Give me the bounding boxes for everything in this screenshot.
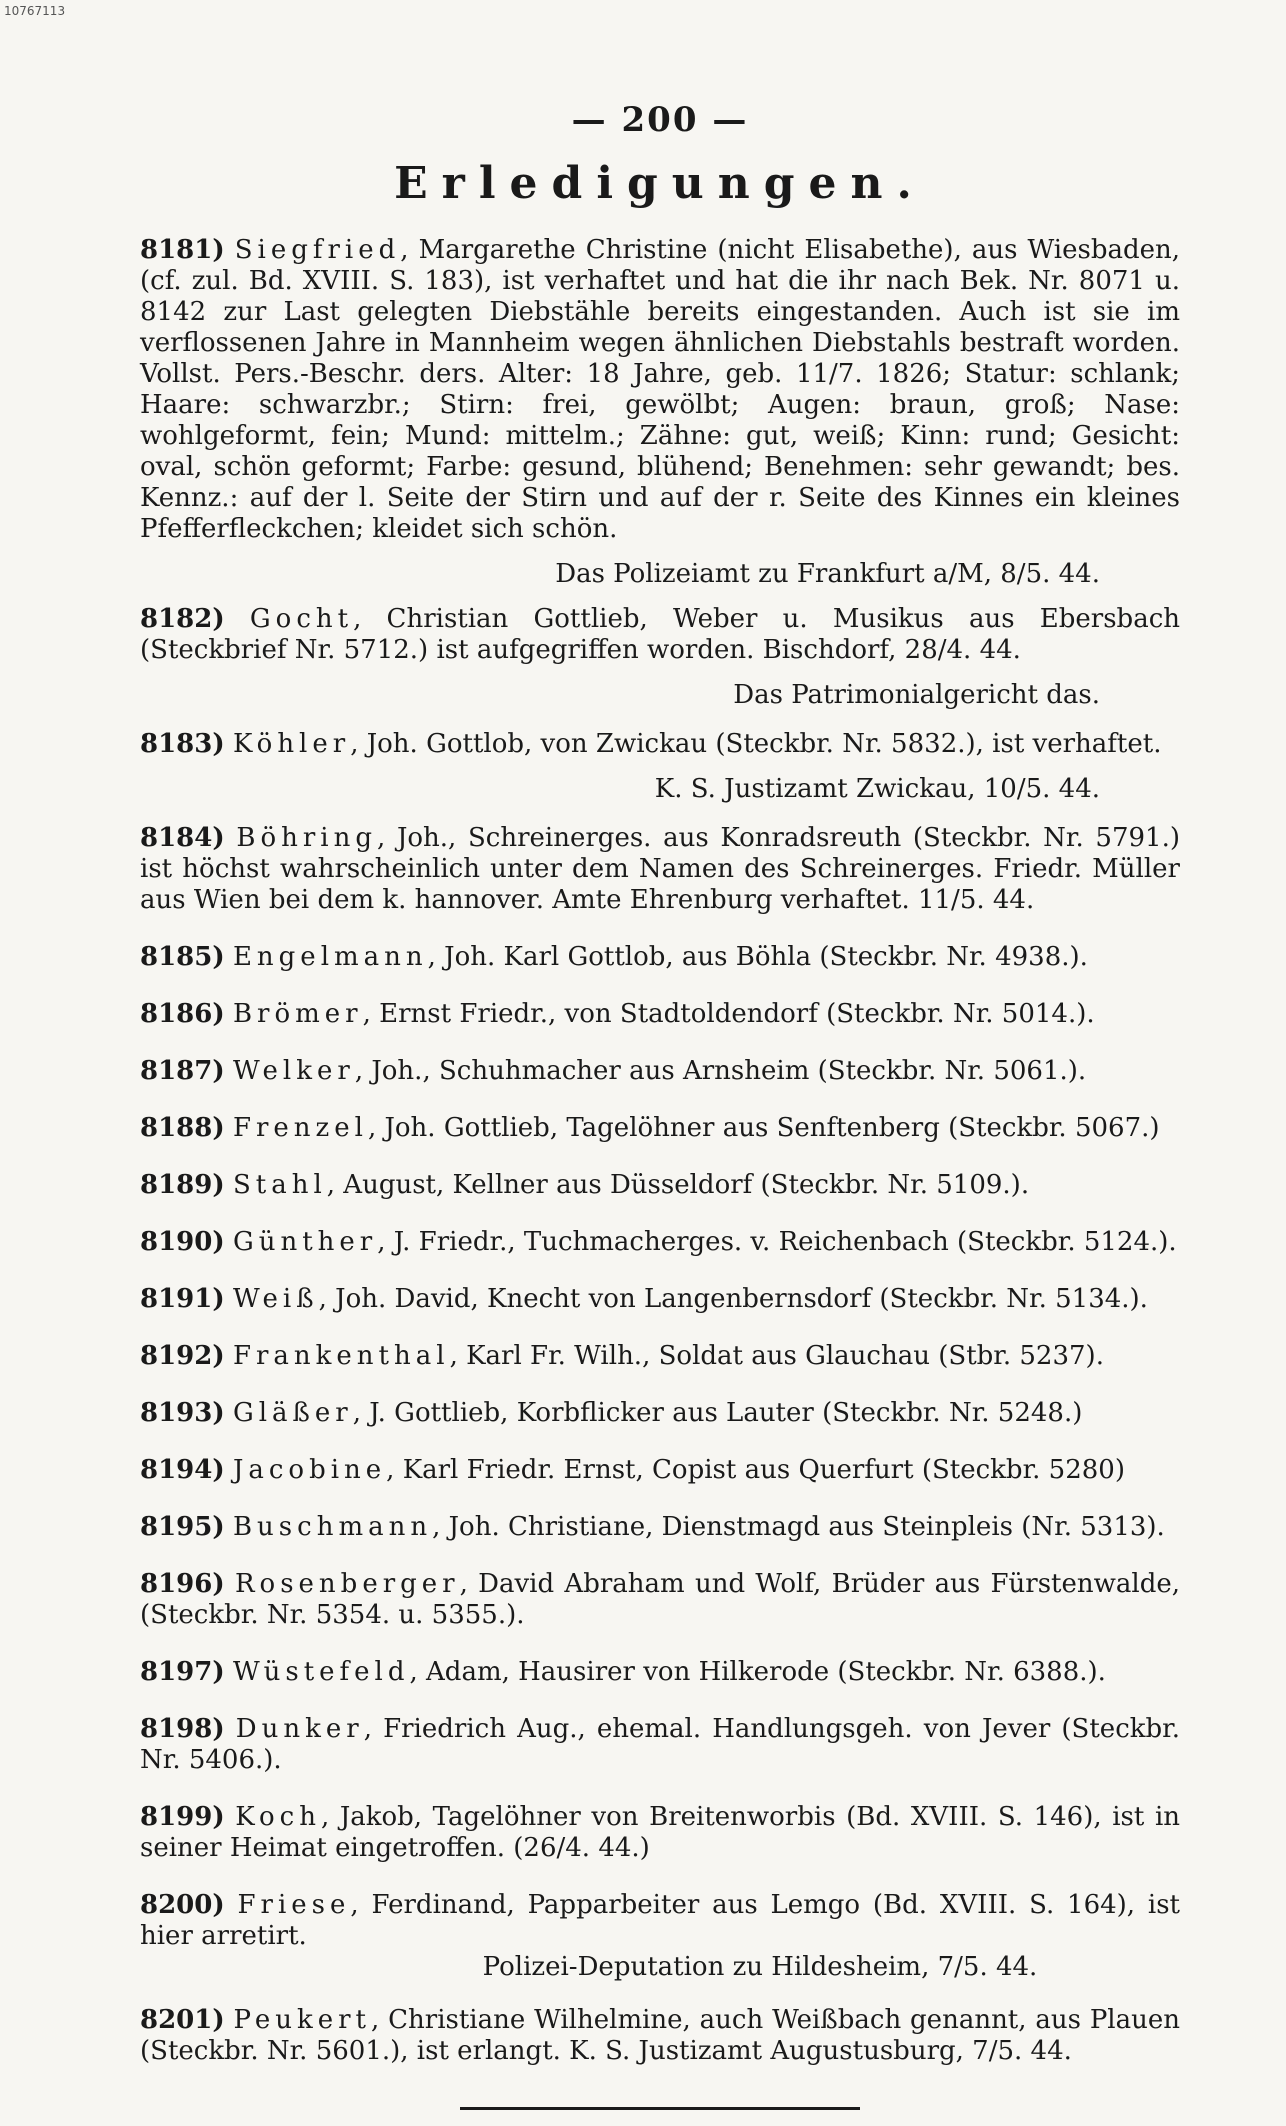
entry-name: Brömer xyxy=(232,999,363,1029)
entry-text: , Ferdinand, Papparbeiter aus Lemgo (Bd. XVIII. S. 164), ist hier arretirt. xyxy=(140,1890,1180,1951)
entry-name: Peukert xyxy=(233,2005,372,2035)
entry-name: Frankenthal xyxy=(232,1341,450,1371)
catalog-id: 10767113 xyxy=(4,4,66,18)
entry-text: , Joh. Gottlob, von Zwickau (Steckbr. Nr. 5832.), ist verhaftet. xyxy=(350,729,1162,759)
entry-number: 8201) xyxy=(140,2005,225,2035)
entry-number: 8199) xyxy=(140,1802,225,1832)
entry-text: , Ernst Friedr., von Stadtoldendorf (Steckbr. Nr. 5014.). xyxy=(362,999,1095,1029)
entry-number: 8191) xyxy=(140,1284,225,1314)
entry-number: 8200) xyxy=(140,1890,225,1920)
entry-text: , August, Kellner aus Düsseldorf (Steckbr. Nr. 5109.). xyxy=(326,1170,1030,1200)
entry-8186 xyxy=(140,999,1180,1030)
entry-8194 xyxy=(140,1455,1180,1486)
entry-8195 xyxy=(140,1512,1180,1543)
entry-text: , Joh. Karl Gottlob, aus Böhla (Steckbr. Nr. 4938.). xyxy=(427,942,1088,972)
entry-8187 xyxy=(140,1056,1180,1087)
entry-number: 8198) xyxy=(140,1714,225,1744)
entry-text: , Christiane Wilhelmine, auch Weißbach genannt, aus Plauen (Steckbr. Nr. 5601.), ist erlangt. K. S. Justizamt Augustusburg, 7/5. 44. xyxy=(140,2005,1180,2066)
entry-text: , Joh., Schreinerges. aus Konradsreuth (Steckbr. Nr. 5791.) ist höchst wahrscheinlich unter dem Namen des Schreinerges. Friedr. Müller aus Wien bei dem k. hannover. Amte Ehrenburg verhaftet. 11/5. 44. xyxy=(140,823,1180,915)
entry-text: , J. Gottlieb, Korbflicker aus Lauter (Steckbr. Nr. 5248.) xyxy=(352,1398,1083,1428)
entry-number: 8197) xyxy=(140,1657,225,1687)
entry-8199 xyxy=(140,1802,1180,1864)
entry-8196 xyxy=(140,1569,1180,1631)
entry-text: , Margarethe Christine (nicht Elisabethe), aus Wiesbaden, (cf. zul. Bd. XVIII. S. 183), ist verhaftet und hat die ihr nach Bek. Nr. 8071 u. 8142 zur Last gelegten Diebstähle bereits eingestanden. Auch ist sie im verflossenen Jahre in Mannheim wegen ähnlichen Diebstahls bestraft worden. xyxy=(140,235,1180,358)
entry-number: 8190) xyxy=(140,1227,225,1257)
entry-authority: K. S. Justizamt Zwickau, 10/5. 44. xyxy=(654,774,1100,804)
entry-text: , Karl Friedr. Ernst, Copist aus Querfurt (Steckbr. 5280) xyxy=(386,1455,1125,1485)
entry-name: Weiß xyxy=(232,1284,319,1314)
entry-text: , J. Friedr., Tuchmacherges. v. Reichenbach (Steckbr. 5124.). xyxy=(377,1227,1177,1257)
entry-8188 xyxy=(140,1113,1180,1144)
entry-name: Koch xyxy=(235,1802,321,1832)
entry-number: 8195) xyxy=(140,1512,225,1542)
entry-name: Siegfried xyxy=(234,235,401,265)
entry-name: Böhring xyxy=(236,823,377,853)
entry-number: 8185) xyxy=(140,942,225,972)
entry-authority: Polizei-Deputation zu Hildesheim, 7/5. 44. xyxy=(482,1952,1038,1982)
entry-name: Wüstefeld xyxy=(232,1657,410,1687)
page-number: — 200 — xyxy=(571,100,749,140)
entry-number: 8196) xyxy=(140,1569,225,1599)
entry-8183 xyxy=(140,729,1180,760)
closing-rule xyxy=(460,2107,860,2110)
entry-8198 xyxy=(140,1714,1180,1776)
entry-name: Günther xyxy=(232,1227,378,1257)
entry-name: Rosenberger xyxy=(234,1569,460,1599)
entry-number: 8182) xyxy=(140,604,225,634)
entry-text: , Jakob, Tagelöhner von Breitenworbis (Bd. XVIII. S. 146), ist in seiner Heimat eingetroffen. (26/4. 44.) xyxy=(140,1802,1181,1863)
entry-text: , Joh. David, Knecht von Langenbernsdorf (Steckbr. Nr. 5134.). xyxy=(318,1284,1148,1314)
entry-authority: Das Polizeiamt zu Frankfurt a/M, 8/5. 44. xyxy=(555,559,1100,589)
entry-number: 8184) xyxy=(140,823,225,853)
entry-text: , Christian Gottlieb, Weber u. Musikus aus Ebersbach (Steckbrief Nr. 5712.) ist aufgegriffen worden. Bischdorf, 28/4. 44. xyxy=(140,604,1180,665)
entry-text: , David Abraham und Wolf, Brüder aus Fürstenwalde, (Steckbr. Nr. 5354. u. 5355.). xyxy=(140,1569,1180,1630)
entry-number: 8194) xyxy=(140,1455,225,1485)
entry-8184 xyxy=(140,823,1180,916)
entry-name: Dunker xyxy=(235,1714,364,1744)
entry-number: 8181) xyxy=(140,235,225,265)
section-title: Erledigungen. xyxy=(394,158,926,209)
entry-number: 8183) xyxy=(140,729,225,759)
entry-name: Friese xyxy=(237,1890,351,1920)
entry-8200 xyxy=(140,1890,1180,1952)
entry-name: Jacobine xyxy=(232,1455,387,1485)
entry-number: 8186) xyxy=(140,999,225,1029)
entry-name: Frenzel xyxy=(232,1113,368,1143)
entry-8191 xyxy=(140,1284,1180,1315)
entry-text: , Joh. Gottlieb, Tagelöhner aus Senftenberg (Steckbr. 5067.) xyxy=(367,1113,1160,1143)
entry-8190 xyxy=(140,1227,1180,1258)
entry-8192 xyxy=(140,1341,1180,1372)
entry-8189 xyxy=(140,1170,1180,1201)
entry-number: 8192) xyxy=(140,1341,225,1371)
entry-8201 xyxy=(140,2005,1180,2067)
entry-number: 8188) xyxy=(140,1113,225,1143)
entry-8182 xyxy=(140,604,1180,666)
entry-8181 xyxy=(140,235,1180,545)
entry-description: Vollst. Pers.-Beschr. ders. Alter: 18 Jahre, geb. 11/7. 1826; Statur: schlank; Haare: schwarzbr.; Stirn: frei, gewölbt; Augen: braun, groß; Nase: wohlgeformt, fein; Mund: mittelm.; Zähne: gut, weiß; Kinn: rund; Gesicht: oval, schön geformt; Farbe: gesund, blühend; Benehmen: sehr gewandt; bes. Kennz.: auf der l. Seite der Stirn und auf der r. Seite des Kinnes ein kleines Pfefferfleckchen; kleidet sich schön. xyxy=(140,359,1180,544)
entry-number: 8189) xyxy=(140,1170,225,1200)
entry-text: , Joh. Christiane, Dienstmagd aus Steinpleis (Nr. 5313). xyxy=(432,1512,1165,1542)
entry-name: Engelmann xyxy=(232,942,428,972)
entry-name: Buschmann xyxy=(232,1512,433,1542)
entry-name: Stahl xyxy=(232,1170,327,1200)
entry-number: 8187) xyxy=(140,1056,225,1086)
entry-name: Gläßer xyxy=(232,1398,353,1428)
entry-8197 xyxy=(140,1657,1180,1688)
entry-text: , Joh., Schuhmacher aus Arnsheim (Steckbr. Nr. 5061.). xyxy=(354,1056,1087,1086)
entry-text: , Adam, Hausirer von Hilkerode (Steckbr. Nr. 6388.). xyxy=(409,1657,1106,1687)
entry-name: Köhler xyxy=(232,729,351,759)
entry-number: 8193) xyxy=(140,1398,225,1428)
entry-authority: Das Patrimonialgericht das. xyxy=(733,680,1100,710)
entry-8193 xyxy=(140,1398,1180,1429)
entry-name: Gocht xyxy=(249,604,354,634)
document-page xyxy=(140,100,1180,2110)
entry-text: , Karl Fr. Wilh., Soldat aus Glauchau (Stbr. 5237). xyxy=(449,1341,1104,1371)
entry-8185 xyxy=(140,942,1180,973)
entry-name: Welker xyxy=(232,1056,355,1086)
entry-text: , Friedrich Aug., ehemal. Handlungsgeh. von Jever (Steckbr. Nr. 5406.). xyxy=(140,1714,1180,1775)
